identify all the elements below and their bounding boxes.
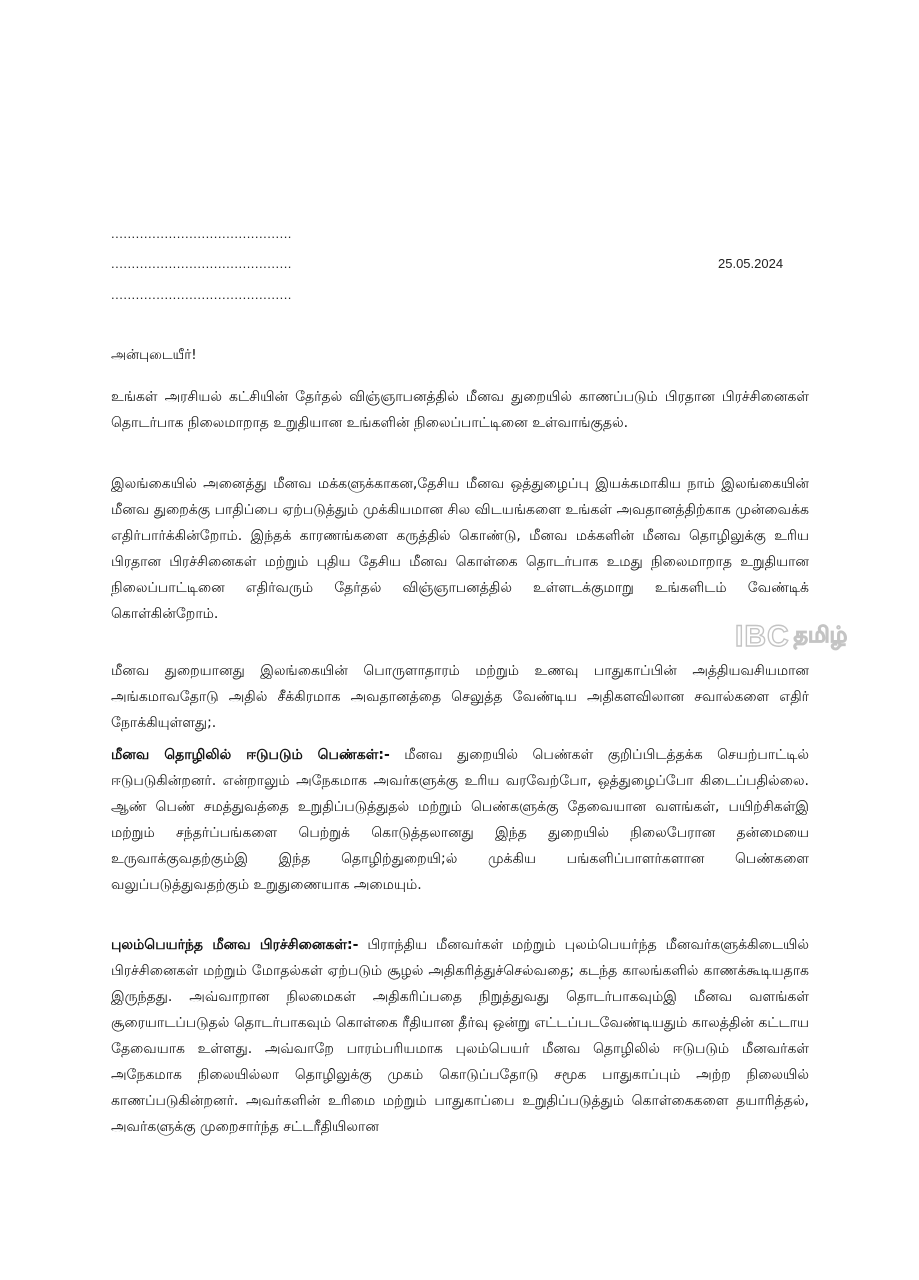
address-line-1: ............................................ [111, 226, 292, 241]
migrant-fishers-paragraph [111, 932, 809, 1140]
ibc-tamil-watermark [735, 620, 847, 654]
migrant-fishers-heading: புலம்பெயர்ந்த மீனவ பிரச்சினைகள்:- [111, 937, 359, 953]
letter-date: 25.05.2024 [718, 256, 784, 271]
watermark-tamil: தமிழ் [793, 623, 848, 648]
women-in-fishing-heading: மீனவ தொழிலில் ஈடுபடும் பெண்கள்:- [111, 747, 390, 763]
address-line-3: ............................................ [111, 287, 292, 302]
intro-paragraph: இலங்கையில் அனைத்து மீனவ மக்களுக்காகன,தேசிய மீனவ ஒத்துழைப்பு இயக்கமாகிய நாம் இலங்கையின் மீனவ துறைக்கு பாதிப்பை ஏற்படுத்தும் முக்கியமான சில விடயங்களை உங்கள் அவதானத்திற்காக முன்வைக்க எதிர்பார்க்கின்றோம். இந்தக் காரணங்களை கருத்தில் கொண்டு, மீனவ மக்களின் மீனவ தொழிலுக்கு உரிய பிரதான பிரச்சினைகள் மற்றும் புதிய தேசிய மீனவ கொள்கை தொடர்பாக உமது நிலைமாறாத உறுதியான நிலைப்பாட்டினை எதிர்வரும் தேர்தல் விஞ்ஞாபனத்தில் உள்ளடக்குமாறு உங்களிடம் வேண்டிக் கொள்கின்றோம். [111, 476, 809, 622]
subject-paragraph: உங்கள் அரசியல் கட்சியின் தேர்தல் விஞ்ஞாபனத்தில் மீனவ துறையில் காணப்படும் பிரதான பிரச்சினைகள் தொடர்பாக நிலைமாறாத உறுதியான உங்களின் நிலைப்பாட்டினை உள்வாங்குதல். [111, 389, 809, 431]
salutation: அன்புடையீர்! [111, 347, 197, 363]
address-line-2: ............................................ [111, 256, 292, 271]
fisheries-sector-paragraph: மீனவ துறையானது இலங்கையின் பொருளாதாரம் மற்றும் உணவு பாதுகாப்பின் அத்தியவசியமான அங்கமாவதோடு அதில் சீக்கிரமாக அவதானத்தை செலுத்த வேண்டிய அதிகளவிலான சவால்களை எதிர் நோக்கியுள்ளது;. [111, 663, 809, 731]
migrant-fishers-body: பிராந்திய மீனவர்கள் மற்றும் புலம்பெயர்ந்த மீனவர்களுக்கிடையில் பிரச்சினைகள் மற்றும் மோதல்கள் ஏற்படும் சூழல் அதிகரித்துச்செல்வதை; கடந்த காலங்களில் காணக்கூடியதாக இருந்தது. அவ்வாறான நிலமைகள் அதிகரிப்பதை நிறுத்துவது தொடர்பாகவும்இ மீனவ வளங்கள் சூரையாடப்படுதல் தொடர்பாகவும் கொள்கை ரீதியான தீர்வு ஒன்று எட்டப்படவேண்டியதும் காலத்தின் கட்டாய தேவையாக உள்ளது. அவ்வாறே பாரம்பரியமாக புலம்பெயர் மீனவ தொழிலில் ஈடுபடும் மீனவர்கள் அநேகமாக நிலையில்லா தொழிலுக்கு முகம் கொடுப்பதோடு சமூக பாதுகாப்பும் அற்ற நிலையில் காணப்படுகின்றனர். அவர்களின் உரிமை மற்றும் பாதுகாப்பை உறுதிப்படுத்தும் கொள்கைகளை தயாரித்தல், அவர்களுக்கு முறைசார்ந்த சட்டரீதியிலான [111, 937, 809, 1135]
women-in-fishing-paragraph [111, 742, 809, 898]
women-in-fishing-body: மீனவ துறையில் பெண்கள் குறிப்பிடத்தக்க செயற்பாட்டில் ஈடுபடுகின்றனர். என்றாலும் அநேகமாக அவர்களுக்கு உரிய வரவேற்போ, ஒத்துழைப்போ கிடைப்பதில்லை. ஆண் பெண் சமத்துவத்தை உறுதிப்படுத்துதல் மற்றும் பெண்களுக்கு தேவையான வளங்கள், பயிற்சிகள்இ மற்றும் சந்தர்ப்பங்களை பெற்றுக் கொடுத்தலானது இந்த துறையில் நிலைபேரான தன்மையை உருவாக்குவதற்கும்இ இந்த தொழிற்துறையி;ல் முக்கிய பங்களிப்பாளர்களான பெண்களை வலுப்படுத்துவதற்கும் உறுதுணையாக அமையும். [111, 747, 809, 893]
watermark-brand: IBC [735, 620, 790, 653]
